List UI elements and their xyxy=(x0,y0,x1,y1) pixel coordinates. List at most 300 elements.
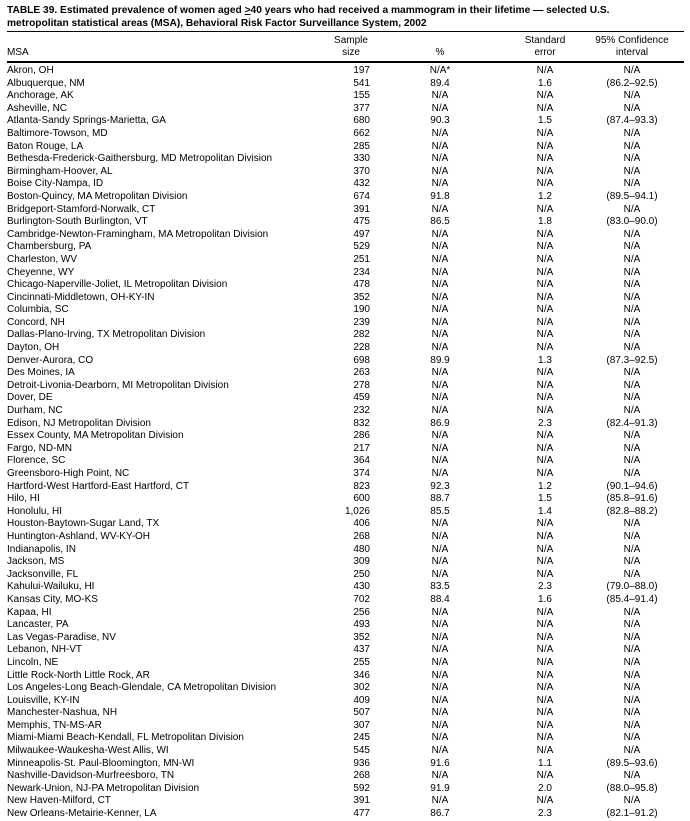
stderr-cell: 2.3 xyxy=(538,581,552,593)
msa-cell: Miami-Miami Beach-Kendall, FL Metropolitan Division xyxy=(7,732,244,744)
stderr-cell: N/A xyxy=(536,656,554,668)
table-title-line1: TABLE 39. Estimated prevalence of women aged >40 years who had received a mammogram in their lifetime — selected U.S. xyxy=(7,5,610,16)
percent-cell: N/A xyxy=(431,228,449,240)
table-row xyxy=(7,506,684,519)
percent-cell: N/A xyxy=(431,140,449,152)
msa-cell: Burlington-South Burlington, VT xyxy=(7,216,148,228)
ci-cell: N/A xyxy=(623,732,641,744)
sample-size-cell: 529 xyxy=(353,241,370,253)
table-row xyxy=(7,644,684,657)
ci-cell: N/A xyxy=(623,694,641,706)
sample-size-cell: 364 xyxy=(353,455,370,467)
ci-cell: (87.4–93.3) xyxy=(606,115,658,127)
table-row xyxy=(7,153,684,166)
table-row xyxy=(7,695,684,708)
table-row xyxy=(7,493,684,506)
sample-size-cell: 377 xyxy=(353,102,370,114)
percent-cell: N/A xyxy=(431,392,449,404)
stderr-cell: 1.5 xyxy=(538,493,552,505)
ci-cell: N/A xyxy=(623,304,641,316)
msa-cell: Minneapolis-St. Paul-Bloomington, MN-WI xyxy=(7,757,195,769)
sample-size-cell: 245 xyxy=(353,732,370,744)
table-row xyxy=(7,531,684,544)
sample-size-cell: 263 xyxy=(353,367,370,379)
greater-equal-symbol: > xyxy=(244,5,251,16)
msa-cell: Little Rock-North Little Rock, AR xyxy=(7,669,150,681)
stderr-cell: 1.6 xyxy=(538,593,552,605)
ci-cell: (90.1–94.6) xyxy=(606,480,658,492)
prevalence-table xyxy=(7,32,684,821)
stderr-cell: N/A xyxy=(536,392,554,404)
percent-cell: N/A xyxy=(431,468,449,479)
ci-cell: (79.0–88.0) xyxy=(606,581,658,593)
msa-cell: Essex County, MA Metropolitan Division xyxy=(7,430,184,442)
stderr-cell: 1.2 xyxy=(538,480,552,492)
table-row xyxy=(7,279,684,292)
sample-size-cell: 268 xyxy=(353,770,370,782)
sample-size-cell: 285 xyxy=(353,140,370,152)
ci-cell: (82.1–91.2) xyxy=(606,808,658,820)
ci-cell: N/A xyxy=(623,379,641,391)
sample-size-cell: 477 xyxy=(353,808,370,820)
ci-cell: N/A xyxy=(623,241,641,253)
sample-size-cell: 507 xyxy=(353,707,370,719)
ci-cell: N/A xyxy=(623,279,641,291)
msa-cell: Newark-Union, NJ-PA Metropolitan Division xyxy=(7,782,200,794)
sample-size-cell: 278 xyxy=(353,379,370,391)
sample-size-cell: 282 xyxy=(353,329,370,341)
msa-cell: Concord, NH xyxy=(7,316,65,328)
stderr-cell: 1.4 xyxy=(538,505,552,517)
percent-cell: N/A xyxy=(431,568,449,580)
msa-cell: Florence, SC xyxy=(7,455,66,467)
table-row xyxy=(7,430,684,443)
table-row xyxy=(7,720,684,733)
ci-cell: N/A xyxy=(623,556,641,568)
sample-size-cell: 251 xyxy=(353,253,370,265)
stderr-cell: N/A xyxy=(536,291,554,303)
sample-size-cell: 307 xyxy=(353,719,370,731)
msa-cell: Birmingham-Hoover, AL xyxy=(7,165,113,177)
ci-cell: N/A xyxy=(623,140,641,152)
percent-cell: N/A xyxy=(431,165,449,177)
stderr-header-line1: Standard xyxy=(524,35,566,46)
msa-cell: Las Vegas-Paradise, NV xyxy=(7,631,116,643)
ci-cell: N/A xyxy=(623,329,641,341)
sample-size-cell: 268 xyxy=(353,530,370,542)
percent-cell: N/A xyxy=(431,430,449,442)
percent-cell: N/A xyxy=(431,619,449,631)
stderr-cell: N/A xyxy=(536,732,554,744)
ci-cell: N/A xyxy=(623,719,641,731)
table-row xyxy=(7,342,684,355)
table-row xyxy=(7,670,684,683)
table-row xyxy=(7,443,684,456)
table-row xyxy=(7,128,684,141)
percent-header: % xyxy=(370,47,510,62)
percent-cell: 89.4 xyxy=(430,77,450,89)
sample-size-cell: 255 xyxy=(353,656,370,668)
ci-cell: N/A xyxy=(623,291,641,303)
stderr-cell: 1.1 xyxy=(538,757,552,769)
table-row xyxy=(7,380,684,393)
msa-cell: Greensboro-High Point, NC xyxy=(7,468,130,479)
table-row xyxy=(7,216,684,229)
header-row-2 xyxy=(7,47,684,62)
ci-header-line1: 95% Confidence xyxy=(595,35,669,46)
ci-cell: N/A xyxy=(623,228,641,240)
msa-cell: Detroit-Livonia-Dearborn, MI Metropolitan Division xyxy=(7,379,229,391)
stderr-cell: N/A xyxy=(536,719,554,731)
ci-cell: N/A xyxy=(623,707,641,719)
table-row xyxy=(7,581,684,594)
msa-header-spacer xyxy=(7,32,332,47)
table-title xyxy=(7,4,684,32)
sample-size-cell: 309 xyxy=(353,556,370,568)
table-row xyxy=(7,62,684,78)
ci-cell: (85.8–91.6) xyxy=(606,493,658,505)
msa-cell: Cambridge-Newton-Framingham, MA Metropolitan Division xyxy=(7,228,269,240)
percent-cell: N/A xyxy=(431,530,449,542)
sample-size-cell: 437 xyxy=(353,644,370,656)
table-row xyxy=(7,317,684,330)
percent-cell: 91.8 xyxy=(430,190,450,202)
sample-size-cell: 480 xyxy=(353,543,370,555)
table-row xyxy=(7,115,684,128)
ci-cell: N/A xyxy=(623,606,641,618)
sample-size-cell: 197 xyxy=(353,65,370,76)
percent-cell: N/A xyxy=(431,631,449,643)
percent-cell: 88.7 xyxy=(430,493,450,505)
msa-cell: Chicago-Naperville-Joliet, IL Metropolitan Division xyxy=(7,279,228,291)
ci-cell: N/A xyxy=(623,656,641,668)
stderr-cell: N/A xyxy=(536,543,554,555)
stderr-header-line2: error xyxy=(510,47,580,62)
sample-size-cell: 391 xyxy=(353,203,370,215)
ci-cell: N/A xyxy=(623,367,641,379)
stderr-cell: N/A xyxy=(536,367,554,379)
ci-cell: (85.4–91.4) xyxy=(606,593,658,605)
sample-size-cell: 352 xyxy=(353,631,370,643)
sample-size-cell: 302 xyxy=(353,682,370,694)
stderr-cell: N/A xyxy=(536,468,554,479)
table-row xyxy=(7,241,684,254)
msa-cell: Kapaa, HI xyxy=(7,606,52,618)
table-row xyxy=(7,267,684,280)
ci-cell: (83.0–90.0) xyxy=(606,216,658,228)
table-row xyxy=(7,166,684,179)
stderr-cell: N/A xyxy=(536,304,554,316)
percent-cell: 89.9 xyxy=(430,354,450,366)
stderr-cell: N/A xyxy=(536,405,554,417)
percent-cell: 92.3 xyxy=(430,480,450,492)
stderr-cell: N/A xyxy=(536,568,554,580)
msa-cell: Durham, NC xyxy=(7,405,63,417)
stderr-cell: N/A xyxy=(536,631,554,643)
percent-cell: N/A xyxy=(431,606,449,618)
stderr-cell: N/A xyxy=(536,619,554,631)
percent-cell: N/A xyxy=(431,367,449,379)
msa-cell: Boston-Quincy, MA Metropolitan Division xyxy=(7,190,188,202)
sample-size-cell: 409 xyxy=(353,694,370,706)
table-row xyxy=(7,632,684,645)
table-body xyxy=(7,62,684,821)
msa-cell: Albuquerque, NM xyxy=(7,77,85,89)
percent-cell: N/A xyxy=(431,379,449,391)
percent-cell: 83.5 xyxy=(430,581,450,593)
msa-cell: Lincoln, NE xyxy=(7,656,59,668)
stderr-cell: N/A xyxy=(536,707,554,719)
table-row xyxy=(7,594,684,607)
msa-cell: Lebanon, NH-VT xyxy=(7,644,83,656)
ci-cell: N/A xyxy=(623,770,641,782)
sample-size-cell: 493 xyxy=(353,619,370,631)
stderr-cell: N/A xyxy=(536,455,554,467)
stderr-cell: N/A xyxy=(536,102,554,114)
msa-cell: Baton Rouge, LA xyxy=(7,140,84,152)
sample-size-header-line1: Sample xyxy=(334,35,368,46)
sample-size-cell: 545 xyxy=(353,745,370,757)
ci-cell: N/A xyxy=(623,518,641,530)
msa-cell: Dallas-Plano-Irving, TX Metropolitan Division xyxy=(7,329,206,341)
percent-cell: N/A xyxy=(431,203,449,215)
msa-cell: Milwaukee-Waukesha-West Allis, WI xyxy=(7,745,169,757)
stderr-cell: N/A xyxy=(536,518,554,530)
table-row xyxy=(7,468,684,481)
msa-cell: New Haven-Milford, CT xyxy=(7,795,111,807)
stderr-cell: 1.5 xyxy=(538,115,552,127)
sample-size-cell: 832 xyxy=(353,417,370,429)
stderr-cell: N/A xyxy=(536,140,554,152)
ci-cell: N/A xyxy=(623,165,641,177)
percent-cell: N/A xyxy=(431,719,449,731)
sample-size-cell: 674 xyxy=(353,190,370,202)
msa-cell: Bridgeport-Stamford-Norwalk, CT xyxy=(7,203,156,215)
percent-cell: N/A xyxy=(431,707,449,719)
ci-cell: N/A xyxy=(623,619,641,631)
msa-cell: Columbia, SC xyxy=(7,304,69,316)
stderr-cell: N/A xyxy=(536,795,554,807)
ci-cell: N/A xyxy=(623,102,641,114)
ci-cell: (89.5–93.6) xyxy=(606,757,658,769)
msa-cell: Hilo, HI xyxy=(7,493,40,505)
msa-cell: Dover, DE xyxy=(7,392,53,404)
stderr-cell: N/A xyxy=(536,65,554,76)
stderr-cell: N/A xyxy=(536,530,554,542)
ci-cell: N/A xyxy=(623,90,641,102)
ci-cell: N/A xyxy=(623,631,641,643)
sample-size-cell: 541 xyxy=(353,77,370,89)
stderr-cell: N/A xyxy=(536,430,554,442)
ci-cell: (88.0–95.8) xyxy=(606,782,658,794)
sample-size-cell: 346 xyxy=(353,669,370,681)
sample-size-cell: 432 xyxy=(353,178,370,190)
msa-cell: Honolulu, HI xyxy=(7,505,63,517)
table-row xyxy=(7,191,684,204)
sample-size-cell: 239 xyxy=(353,316,370,328)
stderr-cell: 1.3 xyxy=(538,354,552,366)
percent-cell: N/A xyxy=(431,102,449,114)
msa-cell: Hartford-West Hartford-East Hartford, CT xyxy=(7,480,190,492)
percent-cell: N/A xyxy=(431,682,449,694)
sample-size-cell: 592 xyxy=(353,782,370,794)
stderr-cell: N/A xyxy=(536,606,554,618)
percent-cell: N/A* xyxy=(429,65,451,76)
msa-cell: Anchorage, AK xyxy=(7,90,74,102)
sample-size-cell: 190 xyxy=(353,304,370,316)
percent-cell: N/A xyxy=(431,442,449,454)
table-row xyxy=(7,355,684,368)
ci-cell: N/A xyxy=(623,669,641,681)
table-row xyxy=(7,783,684,796)
percent-cell: N/A xyxy=(431,656,449,668)
stderr-cell: N/A xyxy=(536,329,554,341)
sample-size-cell: 475 xyxy=(353,216,370,228)
percent-cell: N/A xyxy=(431,795,449,807)
stderr-cell: N/A xyxy=(536,153,554,165)
stderr-cell: N/A xyxy=(536,694,554,706)
stderr-cell: N/A xyxy=(536,342,554,354)
table-row xyxy=(7,657,684,670)
ci-cell: N/A xyxy=(623,127,641,139)
percent-cell: N/A xyxy=(431,153,449,165)
table-row xyxy=(7,569,684,582)
msa-cell: Denver-Aurora, CO xyxy=(7,354,94,366)
stderr-cell: 2.3 xyxy=(538,417,552,429)
percent-cell: N/A xyxy=(431,316,449,328)
sample-size-header-line2: size xyxy=(332,47,370,62)
table-row xyxy=(7,732,684,745)
percent-cell: N/A xyxy=(431,770,449,782)
stderr-cell: N/A xyxy=(536,127,554,139)
ci-cell: N/A xyxy=(623,745,641,757)
table-row xyxy=(7,544,684,557)
ci-cell: N/A xyxy=(623,795,641,807)
percent-cell: N/A xyxy=(431,694,449,706)
sample-size-cell: 286 xyxy=(353,430,370,442)
msa-cell: Edison, NJ Metropolitan Division xyxy=(7,417,151,429)
stderr-cell: N/A xyxy=(536,442,554,454)
percent-cell: N/A xyxy=(431,543,449,555)
percent-cell: N/A xyxy=(431,745,449,757)
percent-cell: 86.9 xyxy=(430,417,450,429)
percent-cell: N/A xyxy=(431,178,449,190)
percent-cell: N/A xyxy=(431,455,449,467)
table-row xyxy=(7,758,684,771)
sample-size-cell: 391 xyxy=(353,795,370,807)
table-row xyxy=(7,90,684,103)
percent-cell: N/A xyxy=(431,304,449,316)
ci-cell: N/A xyxy=(623,530,641,542)
ci-cell: (86.2–92.5) xyxy=(606,77,658,89)
sample-size-cell: 374 xyxy=(353,468,370,479)
percent-cell: N/A xyxy=(431,127,449,139)
table-row xyxy=(7,204,684,217)
ci-cell: N/A xyxy=(623,392,641,404)
ci-header-line2: interval xyxy=(580,47,684,62)
stderr-cell: N/A xyxy=(536,379,554,391)
ci-cell: N/A xyxy=(623,442,641,454)
percent-cell: N/A xyxy=(431,291,449,303)
stderr-cell: N/A xyxy=(536,241,554,253)
msa-cell: Louisville, KY-IN xyxy=(7,694,80,706)
ci-cell: N/A xyxy=(623,543,641,555)
sample-size-cell: 1,026 xyxy=(344,505,370,517)
msa-cell: Asheville, NC xyxy=(7,102,68,114)
sample-size-cell: 228 xyxy=(353,342,370,354)
ci-cell: N/A xyxy=(623,65,641,76)
msa-cell: Huntington-Ashland, WV-KY-OH xyxy=(7,530,151,542)
msa-cell: Los Angeles-Long Beach-Glendale, CA Metropolitan Division xyxy=(7,682,277,694)
table-title-line2: metropolitan statistical areas (MSA), Behavioral Risk Factor Surveillance System, 2002 xyxy=(7,18,427,29)
ci-cell: N/A xyxy=(623,266,641,278)
msa-cell: Nashville-Davidson-Murfreesboro, TN xyxy=(7,770,175,782)
ci-cell: N/A xyxy=(623,468,641,479)
ci-cell: N/A xyxy=(623,253,641,265)
table-row xyxy=(7,78,684,91)
msa-cell: Charleston, WV xyxy=(7,253,78,265)
percent-cell: 91.6 xyxy=(430,757,450,769)
ci-cell: N/A xyxy=(623,178,641,190)
msa-cell: Cheyenne, WY xyxy=(7,266,75,278)
table-row xyxy=(7,103,684,116)
stderr-cell: 1.6 xyxy=(538,77,552,89)
stderr-cell: N/A xyxy=(536,644,554,656)
table-row xyxy=(7,229,684,242)
msa-cell: Manchester-Nashua, NH xyxy=(7,707,118,719)
stderr-cell: 1.8 xyxy=(538,216,552,228)
stderr-cell: N/A xyxy=(536,316,554,328)
sample-size-cell: 662 xyxy=(353,127,370,139)
ci-cell: N/A xyxy=(623,203,641,215)
sample-size-cell: 680 xyxy=(353,115,370,127)
stderr-cell: N/A xyxy=(536,228,554,240)
msa-cell: Indianapolis, IN xyxy=(7,543,76,555)
msa-header: MSA xyxy=(7,47,332,62)
stderr-cell: N/A xyxy=(536,556,554,568)
stderr-cell: 1.2 xyxy=(538,190,552,202)
percent-header-spacer xyxy=(370,32,510,47)
msa-cell: Cincinnati-Middletown, OH-KY-IN xyxy=(7,291,155,303)
percent-cell: N/A xyxy=(431,669,449,681)
msa-cell: Des Moines, IA xyxy=(7,367,75,379)
table-row xyxy=(7,141,684,154)
sample-size-cell: 232 xyxy=(353,405,370,417)
sample-size-cell: 330 xyxy=(353,153,370,165)
msa-cell: Kansas City, MO-KS xyxy=(7,593,98,605)
msa-cell: Bethesda-Frederick-Gaithersburg, MD Metropolitan Division xyxy=(7,153,273,165)
sample-size-cell: 250 xyxy=(353,568,370,580)
stderr-cell: N/A xyxy=(536,745,554,757)
table-row xyxy=(7,556,684,569)
ci-cell: N/A xyxy=(623,644,641,656)
table-row xyxy=(7,682,684,695)
sample-size-cell: 256 xyxy=(353,606,370,618)
ci-cell: N/A xyxy=(623,153,641,165)
table-row xyxy=(7,607,684,620)
ci-cell: (89.5–94.1) xyxy=(606,190,658,202)
sample-size-cell: 823 xyxy=(353,480,370,492)
percent-cell: 85.5 xyxy=(430,505,450,517)
table-row xyxy=(7,518,684,531)
percent-cell: N/A xyxy=(431,556,449,568)
sample-size-cell: 497 xyxy=(353,228,370,240)
sample-size-cell: 600 xyxy=(353,493,370,505)
msa-cell: Houston-Baytown-Sugar Land, TX xyxy=(7,518,160,530)
table-row xyxy=(7,770,684,783)
table-row xyxy=(7,392,684,405)
msa-cell: Boise City-Nampa, ID xyxy=(7,178,104,190)
